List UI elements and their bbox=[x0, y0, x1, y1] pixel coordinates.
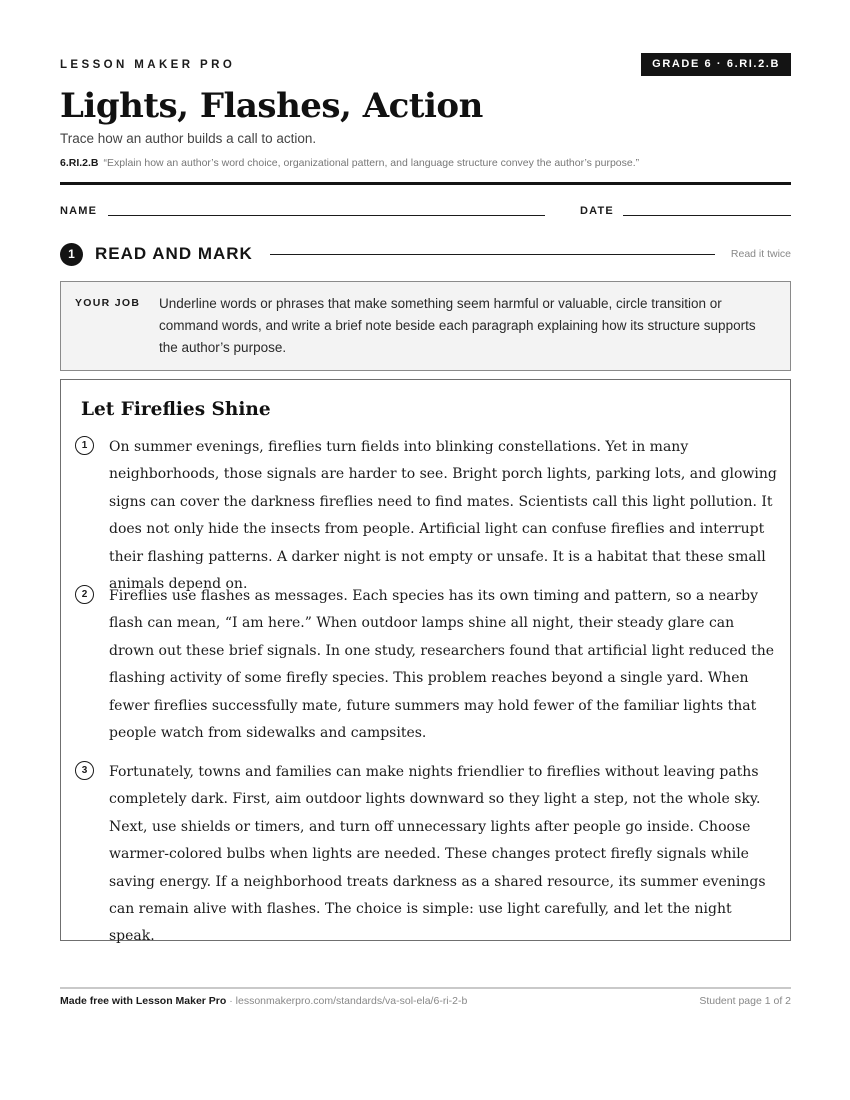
page-indicator: Student page 1 of 2 bbox=[699, 995, 791, 1007]
paragraph-number: 2 bbox=[75, 585, 94, 604]
standard-text: “Explain how an author’s word choice, organizational pattern, and language structure convey the author’s purpose.” bbox=[103, 157, 640, 169]
header-divider bbox=[60, 182, 791, 185]
paragraph-number: 1 bbox=[75, 436, 94, 455]
passage-paragraph: Fireflies use flashes as messages. Each species has its own timing and pattern, so a nearby flash can mean, “I am here.” When outdoor lamps shine all night, their steady glare can drown out these brief signals. In one study, researchers found that artificial light reduced the flashing activity of some firefly species. This problem reaches beyond a single yard. When fewer fireflies successfully mate, future summers may hold fewer of the familiar lights that people watch from sidewalks and campsites. bbox=[109, 588, 774, 742]
standard-code: 6.RI.2.B bbox=[60, 157, 99, 169]
reading-passage bbox=[60, 379, 791, 945]
passage-paragraph: On summer evenings, fireflies turn fields into blinking constellations. Yet in many neighborhoods, those signals are harder to see. Bright porch lights, parking lots, and glowing signs can cover the darkness fireflies need to find mates. Scientists call this light pollution. It does not only hide the insects from people. Artificial light can confuse fireflies and interrupt their flashing patterns. A darker night is not empty or unsafe. It is a habitat that these small animals depend on. bbox=[109, 439, 777, 593]
instructions-label: YOUR JOB bbox=[75, 297, 141, 309]
page-subtitle: Trace how an author builds a call to action. bbox=[60, 131, 317, 146]
name-field[interactable] bbox=[108, 215, 545, 216]
instructions-box bbox=[60, 281, 791, 371]
instructions-text: Underline words or phrases that make something seem harmful or valuable, circle transition or command words, and write a brief note beside each paragraph explaining how its structure supports the author’s purpose. bbox=[159, 296, 756, 355]
page-title: Lights, Flashes, Action bbox=[60, 86, 483, 126]
section-title: READ AND MARK bbox=[95, 244, 253, 263]
brand-name: LESSON MAKER PRO bbox=[60, 59, 236, 71]
passage-title: Let Fireflies Shine bbox=[81, 399, 271, 420]
footer-credit bbox=[60, 995, 467, 1007]
name-label: NAME bbox=[60, 205, 98, 217]
paragraph-number: 3 bbox=[75, 761, 94, 780]
passage-paragraph: Fortunately, towns and families can make nights friendlier to fireflies without leaving paths completely dark. First, aim outdoor lights downward so they light a step, not the whole sky. Next, use shields or timers, and turn off unnecessary lights after people go inside. Choose warmer-colored bulbs when lights are needed. These changes protect firefly signals while saving energy. If a neighborhood treats darkness as a shared resource, its summer evenings can remain alive with flashes. The choice is simple: use light carefully, and let the night speak. bbox=[109, 764, 766, 945]
section-number-badge: 1 bbox=[60, 243, 83, 266]
section-divider bbox=[270, 254, 715, 255]
footer-made-with: Made free with Lesson Maker Pro bbox=[60, 995, 227, 1007]
footer-divider bbox=[60, 987, 791, 989]
grade-badge: GRADE 6 · 6.RI.2.B bbox=[641, 53, 791, 76]
date-field[interactable] bbox=[623, 215, 791, 216]
standard-line bbox=[60, 157, 639, 169]
footer-url[interactable]: · lessonmakerpro.com/standards/va-sol-ela/6-ri-2-b bbox=[226, 995, 468, 1007]
date-label: DATE bbox=[580, 205, 614, 217]
section-note: Read it twice bbox=[730, 248, 791, 260]
